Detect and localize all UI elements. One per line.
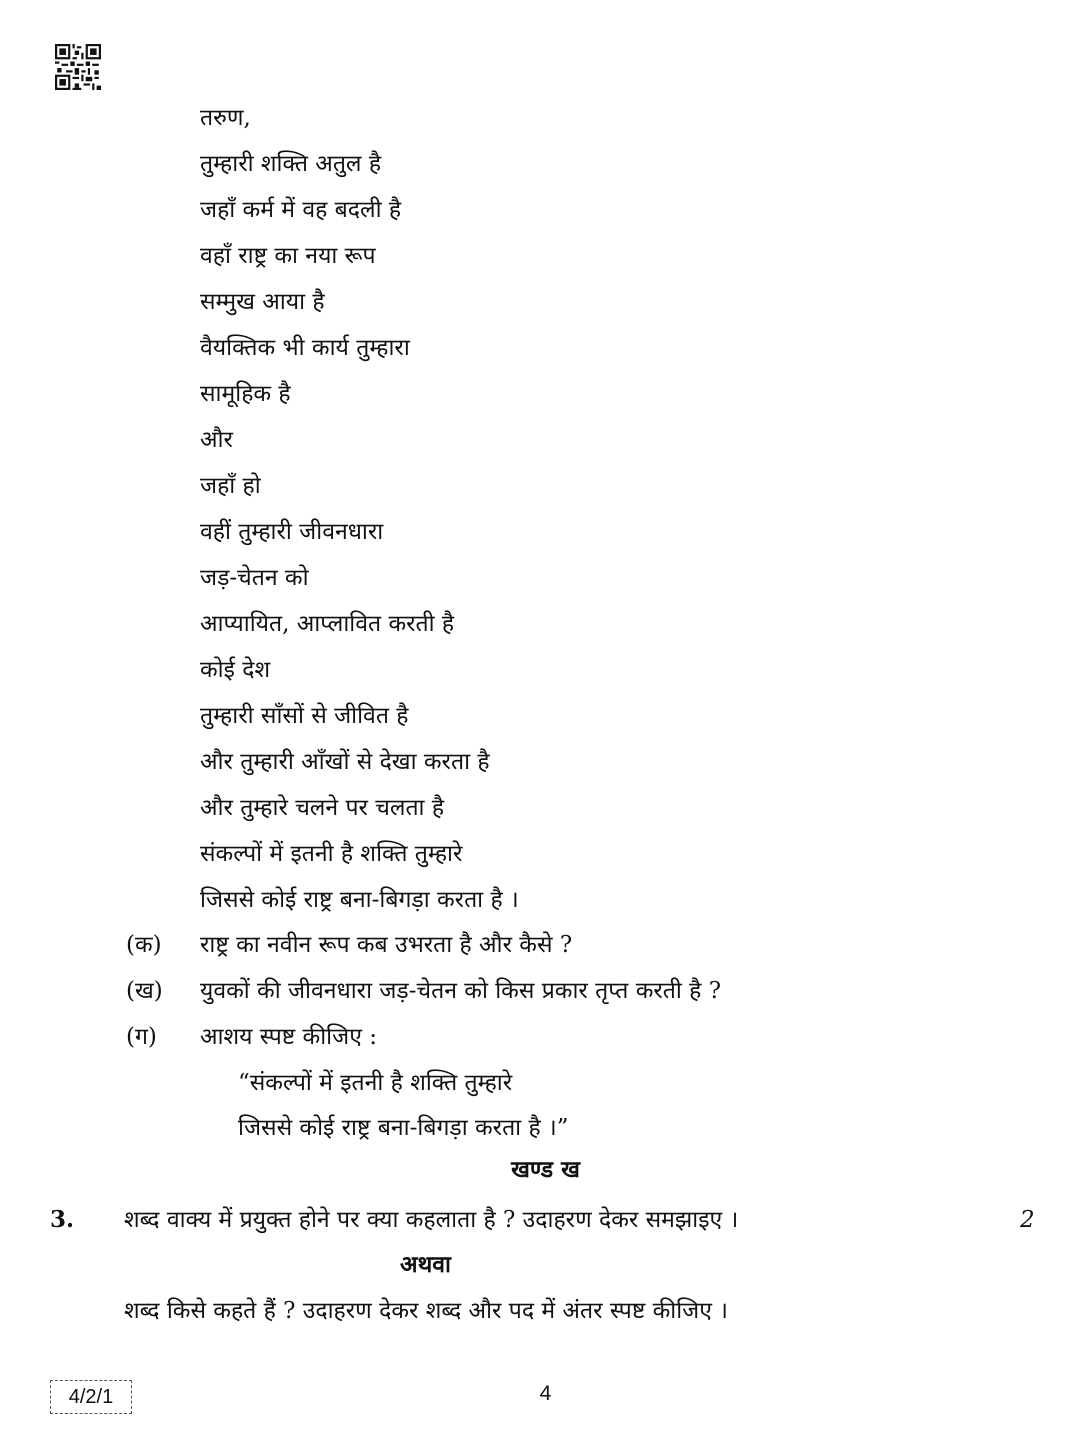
poem-line: जड़-चेतन को xyxy=(200,565,309,591)
poem-line: और तुम्हारी आँखों से देखा करता है xyxy=(200,749,490,775)
poem-line: और xyxy=(200,427,233,453)
poem-line: वैयक्तिक भी कार्य तुम्हारा xyxy=(200,335,410,361)
question-label: (क) xyxy=(126,932,162,958)
question-number: 3. xyxy=(50,1206,75,1233)
poem-line: वहीं तुम्हारी जीवनधारा xyxy=(200,519,384,545)
poem-line: सामूहिक है xyxy=(200,381,291,407)
question-text: आशय स्पष्ट कीजिए : xyxy=(200,1024,377,1050)
question-label: (ग) xyxy=(126,1024,157,1050)
poem-line: वहाँ राष्ट्र का नया रूप xyxy=(200,243,376,269)
poem-line: कोई देश xyxy=(200,657,271,683)
quote-line: “संकल्पों में इतनी है शक्ति तुम्हारे xyxy=(238,1070,513,1096)
quote-line: जिससे कोई राष्ट्र बना-बिगड़ा करता है ।” xyxy=(238,1115,569,1141)
question-text: युवकों की जीवनधारा जड़-चेतन को किस प्रकार तृप्त करती है ? xyxy=(200,978,722,1004)
or-heading: अथवा xyxy=(400,1251,452,1278)
poem-line: और तुम्हारे चलने पर चलता है xyxy=(200,795,445,821)
marks: 2 xyxy=(1020,1207,1035,1233)
question-text: शब्द वाक्य में प्रयुक्त होने पर क्या कहलाता है ? उदाहरण देकर समझाइए । xyxy=(124,1207,739,1233)
question-text: राष्ट्र का नवीन रूप कब उभरता है और कैसे ? xyxy=(200,932,573,958)
poem-line: तरुण, xyxy=(200,105,251,131)
page-number: 4 xyxy=(539,1382,552,1405)
poem-line: जिससे कोई राष्ट्र बना-बिगड़ा करता है । xyxy=(200,887,519,913)
poem-line: तुम्हारी शक्ति अतुल है xyxy=(200,151,382,177)
poem-line: सम्मुख आया है xyxy=(200,289,325,315)
question-text-alternative: शब्द किसे कहते हैं ? उदाहरण देकर शब्द और पद में अंतर स्पष्ट कीजिए । xyxy=(124,1298,728,1324)
qr-code-icon xyxy=(55,44,101,90)
poem-line: आप्यायित, आप्लावित करती है xyxy=(200,611,455,637)
section-heading: खण्ड ख xyxy=(511,1156,580,1183)
question-label: (ख) xyxy=(126,978,163,1004)
poem-line: तुम्हारी साँसों से जीवित है xyxy=(200,703,409,729)
poem-line: संकल्पों में इतनी है शक्ति तुम्हारे xyxy=(200,841,463,867)
paper-code: 4/2/1 xyxy=(50,1380,132,1414)
poem-line: जहाँ कर्म में वह बदली है xyxy=(200,197,402,223)
poem-line: जहाँ हो xyxy=(200,473,261,499)
